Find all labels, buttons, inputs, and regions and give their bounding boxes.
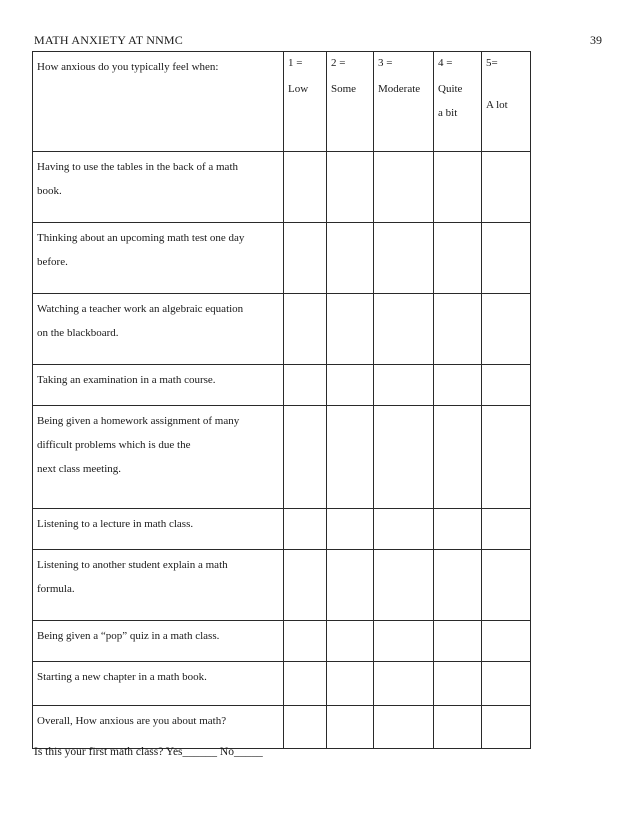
question-cell — [33, 406, 284, 509]
rating-cell-4[interactable] — [434, 550, 482, 621]
rating-cell-1[interactable] — [284, 550, 327, 621]
scale-label: Moderate — [378, 83, 421, 95]
rating-cell-1[interactable] — [284, 706, 327, 749]
rating-cell-1[interactable] — [284, 365, 327, 406]
question-cell — [33, 223, 284, 294]
table-row — [33, 406, 531, 509]
scale-header-3 — [374, 52, 434, 152]
page-number: 39 — [590, 33, 602, 47]
rating-cell-1[interactable] — [284, 662, 327, 706]
question-cell — [33, 365, 284, 406]
question-text: Thinking about an upcoming math test one day before. — [37, 232, 245, 268]
question-cell — [33, 509, 284, 550]
rating-cell-5[interactable] — [482, 406, 531, 509]
rating-cell-1[interactable] — [284, 509, 327, 550]
rating-cell-5[interactable] — [482, 621, 531, 662]
question-text: Being given a homework assignment of many difficult problems which is due the next class meeting. — [37, 415, 240, 475]
rating-cell-3[interactable] — [374, 706, 434, 749]
scale-number: 2 = — [331, 57, 346, 69]
rating-cell-3[interactable] — [374, 152, 434, 223]
scale-header-1 — [284, 52, 327, 152]
scale-header-5 — [482, 52, 531, 152]
rating-cell-5[interactable] — [482, 294, 531, 365]
prompt-cell — [33, 52, 284, 152]
question-cell — [33, 294, 284, 365]
table-row — [33, 706, 531, 749]
rating-cell-4[interactable] — [434, 662, 482, 706]
rating-cell-4[interactable] — [434, 223, 482, 294]
rating-cell-2[interactable] — [327, 621, 374, 662]
rating-cell-2[interactable] — [327, 223, 374, 294]
rating-cell-2[interactable] — [327, 550, 374, 621]
rating-cell-5[interactable] — [482, 223, 531, 294]
rating-cell-4[interactable] — [434, 621, 482, 662]
rating-cell-2[interactable] — [327, 706, 374, 749]
question-cell — [33, 550, 284, 621]
question-text: Overall, How anxious are you about math? — [37, 715, 227, 727]
scale-header-4 — [434, 52, 482, 152]
first-math-class-question[interactable]: Is this your first math class? Yes______ No_____ — [34, 746, 263, 758]
scale-label: Some — [331, 83, 357, 95]
rating-cell-4[interactable] — [434, 509, 482, 550]
rating-cell-1[interactable] — [284, 223, 327, 294]
rating-cell-1[interactable] — [284, 406, 327, 509]
rating-cell-5[interactable] — [482, 706, 531, 749]
rating-cell-3[interactable] — [374, 662, 434, 706]
question-cell — [33, 662, 284, 706]
rating-cell-3[interactable] — [374, 294, 434, 365]
rating-cell-4[interactable] — [434, 706, 482, 749]
rating-cell-5[interactable] — [482, 662, 531, 706]
rating-cell-2[interactable] — [327, 509, 374, 550]
rating-cell-5[interactable] — [482, 509, 531, 550]
rating-cell-2[interactable] — [327, 662, 374, 706]
survey-prompt: How anxious do you typically feel when: — [37, 61, 219, 73]
rating-cell-3[interactable] — [374, 550, 434, 621]
question-text: Being given a “pop” quiz in a math class. — [37, 630, 220, 642]
question-cell — [33, 706, 284, 749]
rating-cell-3[interactable] — [374, 365, 434, 406]
rating-cell-1[interactable] — [284, 294, 327, 365]
table-row — [33, 621, 531, 662]
question-text: Watching a teacher work an algebraic equation on the blackboard. — [37, 303, 244, 339]
rating-cell-3[interactable] — [374, 223, 434, 294]
rating-cell-3[interactable] — [374, 406, 434, 509]
scale-label: Quite a bit — [438, 83, 463, 119]
rating-cell-2[interactable] — [327, 406, 374, 509]
table-row — [33, 152, 531, 223]
scale-number: 1 = — [288, 57, 303, 69]
rating-cell-2[interactable] — [327, 152, 374, 223]
question-text: Listening to another student explain a math formula. — [37, 559, 228, 595]
rating-cell-5[interactable] — [482, 152, 531, 223]
table-row — [33, 365, 531, 406]
table-row — [33, 662, 531, 706]
table-row — [33, 550, 531, 621]
rating-cell-3[interactable] — [374, 509, 434, 550]
rating-cell-1[interactable] — [284, 152, 327, 223]
rating-cell-2[interactable] — [327, 365, 374, 406]
rating-cell-5[interactable] — [482, 365, 531, 406]
table-row — [33, 294, 531, 365]
question-text: Taking an examination in a math course. — [37, 374, 216, 386]
scale-label: Low — [288, 83, 309, 95]
scale-number: 4 = — [438, 57, 453, 69]
scale-label: A lot — [486, 99, 508, 111]
table-row — [33, 509, 531, 550]
table-header-row — [33, 52, 531, 152]
rating-cell-4[interactable] — [434, 365, 482, 406]
question-text: Starting a new chapter in a math book. — [37, 671, 207, 683]
rating-cell-4[interactable] — [434, 294, 482, 365]
rating-cell-1[interactable] — [284, 621, 327, 662]
scale-header-2 — [327, 52, 374, 152]
running-head: MATH ANXIETY AT NNMC — [34, 33, 184, 47]
rating-cell-4[interactable] — [434, 406, 482, 509]
table-row — [33, 223, 531, 294]
rating-cell-2[interactable] — [327, 294, 374, 365]
rating-cell-4[interactable] — [434, 152, 482, 223]
scale-number: 5= — [486, 57, 498, 69]
question-cell — [33, 152, 284, 223]
rating-cell-3[interactable] — [374, 621, 434, 662]
question-text: Listening to a lecture in math class. — [37, 518, 194, 530]
question-text: Having to use the tables in the back of a math book. — [37, 161, 238, 197]
question-cell — [33, 621, 284, 662]
anxiety-rating-table — [32, 51, 531, 749]
rating-cell-5[interactable] — [482, 550, 531, 621]
scale-number: 3 = — [378, 57, 393, 69]
